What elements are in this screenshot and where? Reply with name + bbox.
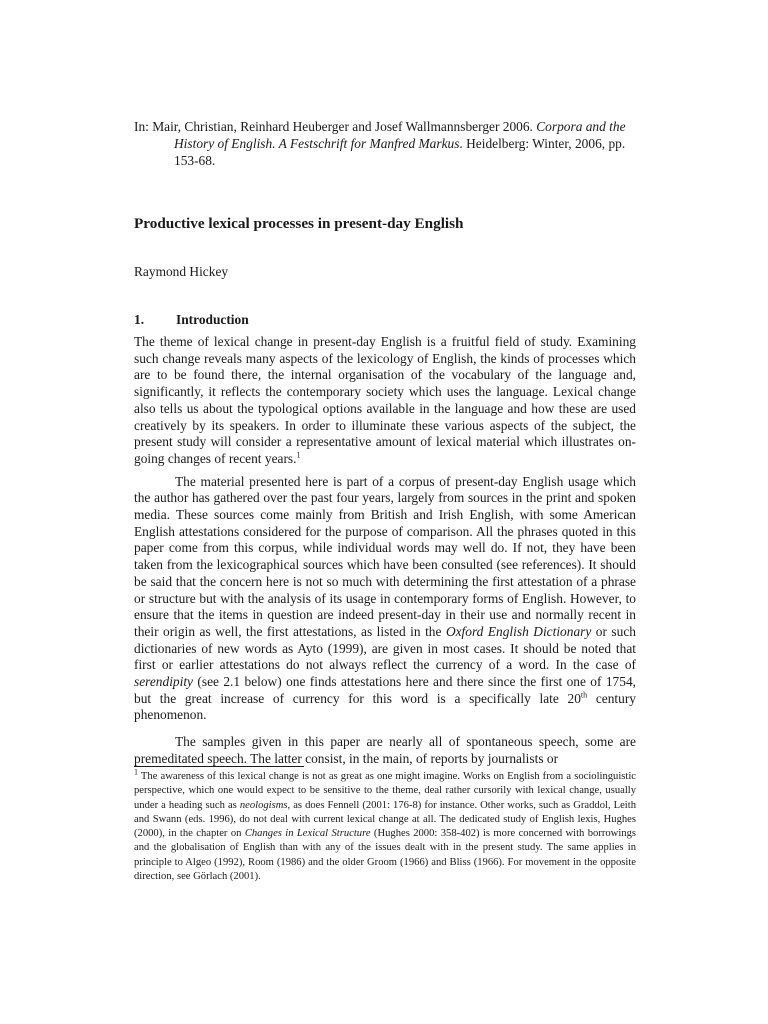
footnote-divider <box>134 766 304 767</box>
footnote-reference: 1 <box>296 450 301 460</box>
author-name: Raymond Hickey <box>134 264 229 279</box>
paragraph-2-text-b: or such dictionaries of new words as Ayto (1999), are given in most cases. It should be noted that first or earlier attestations do not always reflect the currency of a word. In the case of <box>134 623 636 673</box>
body-text <box>134 334 637 777</box>
footnote-text-b: , as does Fennell (2001: 176-8) for instance. Other works, such as Graddol, Leith and Swann (eds. 1996), do not deal with current lexical change at all. The dedicated study of English lexis, Hughes (2000), in the chapter on <box>134 799 636 840</box>
paragraph-2-text-a: The material presented here is part of a corpus of present-day English usage which the author has gathered over the past four years, largely from sources in the print and spoken media. These sources come mainly from British and Irish English, with some American English attestations considered for the purpose of comparison. All the phrases quoted in this paper come from this corpus, while individual words may well do. If not, they have been taken from the lexicographical sources which have been consulted (see references). It should be said that the concern here is not so much with determining the first attestation of a phrase or structure but with the analysis of its usage in contemporary forms of English. However, to ensure that the items in question are indeed present-day in their use and normally recent in their origin as well, the first attestations, as listed in the <box>134 473 636 639</box>
citation <box>134 118 636 169</box>
paragraph-2 <box>134 474 636 725</box>
citation-book-title: Corpora and the History of English. A Festschrift for Manfred Markus <box>174 119 626 151</box>
paragraph-3: The samples given in this paper are nearly all of spontaneous speech, some are premeditated speech. The latter consist, in the main, of reports by journalists or <box>134 734 636 766</box>
section-number: 1. <box>134 312 145 327</box>
citation-suffix: . Heidelberg: Winter, 2006, pp. 153-68. <box>174 136 626 168</box>
paragraph-2-text-d: century phenomenon. <box>134 690 637 723</box>
footnote-marker: 1 <box>134 767 138 777</box>
paragraph-2-italic-serendipity: serendipity <box>134 674 194 690</box>
footnote-text-c: (Hughes 2000: 358-402) is more concerned with borrowings and the globalisation of English than with any of the issues dealt with in the present study. The same applies in principle to Algeo (1992), Room (1986) and the older Groom (1966) and Bliss (1966). For movement in the opposite direction, see Görlach (2001). <box>134 828 636 883</box>
citation-prefix: In: Mair, Christian, Reinhard Heuberger and Josef Wallmannsberger 2006. <box>134 119 537 134</box>
paragraph-2-text-c: (see 2.1 below) one finds attestations here and there since the first one of 1754, but the great increase of currency for this word is a specifically late 20 <box>134 674 636 706</box>
footnote-italic-chapter: Changes in Lexical Structure <box>244 828 371 840</box>
paragraph-2-italic-oed: Oxford English Dictionary <box>445 623 592 639</box>
paragraph-1-text: The theme of lexical change in present-day English is a fruitful field of study. Examining such change reveals many aspects of the lexicology of English, the kinds of processes which are to be found there, the internal organisation of the vocabulary of the language and, significantly, it reflects the contemporary society which uses the language. Lexical change also tells us about the typological options available in the language and how these are used creatively by its speakers. In order to illuminate these various aspects of the subject, the present study will consider a representative amount of lexical material which illustrates on-going changes of recent years. <box>134 334 636 466</box>
footnote-italic-neologisms: neologisms <box>239 799 288 811</box>
document-page <box>134 118 637 883</box>
footnote-text-a: The awareness of this lexical change is not as great as one might imagine. Works on English from a sociolinguistic perspective, which one would expect to be sensitive to the theme, deal rather cursorily with lexical change, usually under a heading such as <box>134 771 636 811</box>
footnote-1 <box>134 767 636 884</box>
paper-title: Productive lexical processes in present-day English <box>134 215 464 232</box>
ordinal-superscript: th <box>580 690 588 700</box>
paragraph-1 <box>134 334 636 468</box>
section-title: Introduction <box>176 312 249 327</box>
section-heading <box>134 312 249 328</box>
